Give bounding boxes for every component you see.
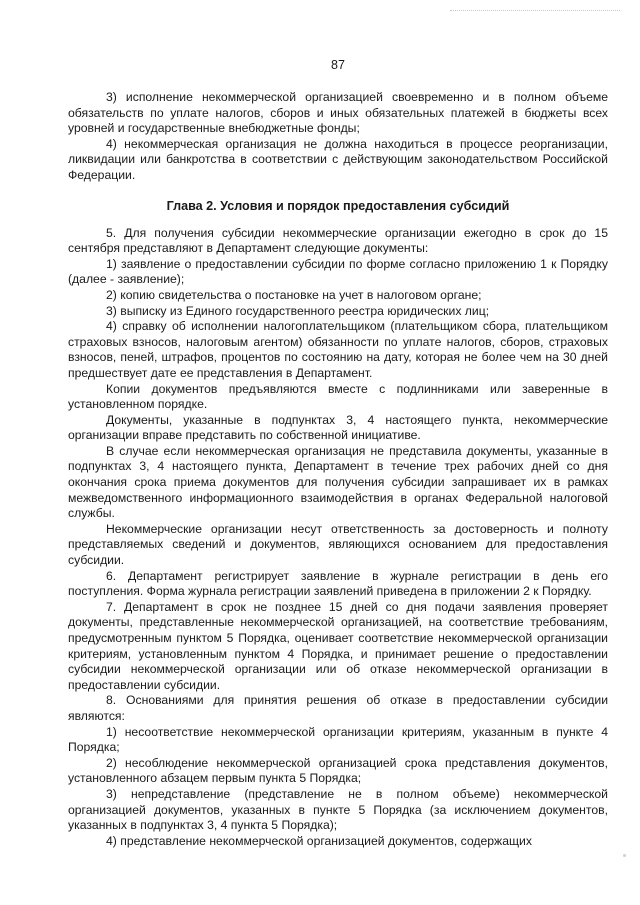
- paragraph-refusal-4: 4) представление некоммерческой организацией документов, содержащих: [106, 833, 532, 848]
- paragraph-clause-6: 6. Департамент регистрирует заявление в журнале регистрации в день его поступления. Форма журнала регистрации заявлений приведена в приложении 2 к Порядку.: [68, 568, 608, 599]
- paragraph-own-initiative: Документы, указанные в подпунктах 3, 4 настоящего пункта, некоммерческие организации вправе представить по собственной инициативе.: [68, 412, 608, 443]
- paragraph-item-3: 3) исполнение некоммерческой организацией своевременно и в полном объеме обязательств по уплате налогов, сборов и иных обязательных платежей в бюджеты всех уровней и государственные внебюджетные фонды;: [68, 90, 608, 136]
- scan-dot: [623, 854, 626, 857]
- paragraph-list-item-4: 4) справку об исполнении налогоплательщиком (плательщиком сбора, плательщиком страховых взносов, налоговым агентом) обязанности по уплате налогов, сборов, страховых взносов, пеней, штрафов, процентов по состоянию на дату, которая не более чем на 30 дней предшествует дате ее представления в Департамент.: [68, 319, 608, 380]
- paragraph-clause-5: 5. Для получения субсидии некоммерческие организации ежегодно в срок до 15 сентября представляют в Департамент следующие документы:: [68, 225, 608, 256]
- paragraph-refusal-2: 2) несоблюдение некоммерческой организацией срока представления документов, установленного абзацем первым пункта 5 Порядка;: [68, 755, 608, 786]
- paragraph-clause-7: 7. Департамент в срок не позднее 15 дней со дня подачи заявления проверяет документы, представленные некоммерческой организацией, на соответствие требованиям, предусмотренным пунктом 5 Порядка, оценивает соответствие некоммерческой организации критериям, установленным пунктом 4 Порядка, и принимает решение о предоставлении субсидии некоммерческой организации или об отказе некоммерческой организации в предоставлении субсидии.: [68, 599, 608, 692]
- paragraph-refusal-3: 3) непредставление (представление не в полном объеме) некоммерческой организацией документов, указанных в пункте 5 Порядка (за исключением документов, указанных в подпунктах 3, 4 пункта 5 Порядка);: [68, 786, 608, 833]
- paragraph-list-item-2: 2) копию свидетельства о постановке на учет в налоговом органе;: [106, 287, 482, 302]
- page-number: 87: [331, 58, 345, 72]
- scan-artifact: [450, 10, 620, 13]
- paragraph-refusal-1: 1) несоответствие некоммерческой организации критериям, указанным в пункте 4 Порядка;: [68, 724, 608, 755]
- chapter-title: Глава 2. Условия и порядок предоставления субсидий: [166, 198, 510, 213]
- paragraph-item-4: 4) некоммерческая организация не должна находиться в процессе реорганизации, ликвидации или банкротства в соответствии с действующим законодательством Российской Федерации.: [68, 136, 608, 182]
- document-page: [68, 58, 608, 849]
- paragraph-list-item-3: 3) выписку из Единого государственного реестра юридических лиц;: [106, 303, 490, 318]
- paragraph-copies: Копии документов предъявляются вместе с подлинниками или заверенные в установленном порядке.: [68, 381, 608, 412]
- paragraph-interagency-request: В случае если некоммерческая организация не представила документы, указанные в подпунктах 3, 4 настоящего пункта, Департамент в течение трех рабочих дней со дня окончания срока приема документов для получения субсидии запрашивает их в рамках межведомственного информационного взаимодействия в органах Федеральной налоговой службы.: [68, 443, 608, 521]
- paragraph-clause-8: 8. Основаниями для принятия решения об отказе в предоставлении субсидии являются:: [68, 693, 608, 723]
- paragraph-responsibility: Некоммерческие организации несут ответственность за достоверность и полноту представляемых сведений и документов, являющихся основанием для предоставления субсидии.: [68, 521, 608, 568]
- paragraph-list-item-1: 1) заявление о предоставлении субсидии по форме согласно приложению 1 к Порядку (далее - заявление);: [68, 256, 608, 287]
